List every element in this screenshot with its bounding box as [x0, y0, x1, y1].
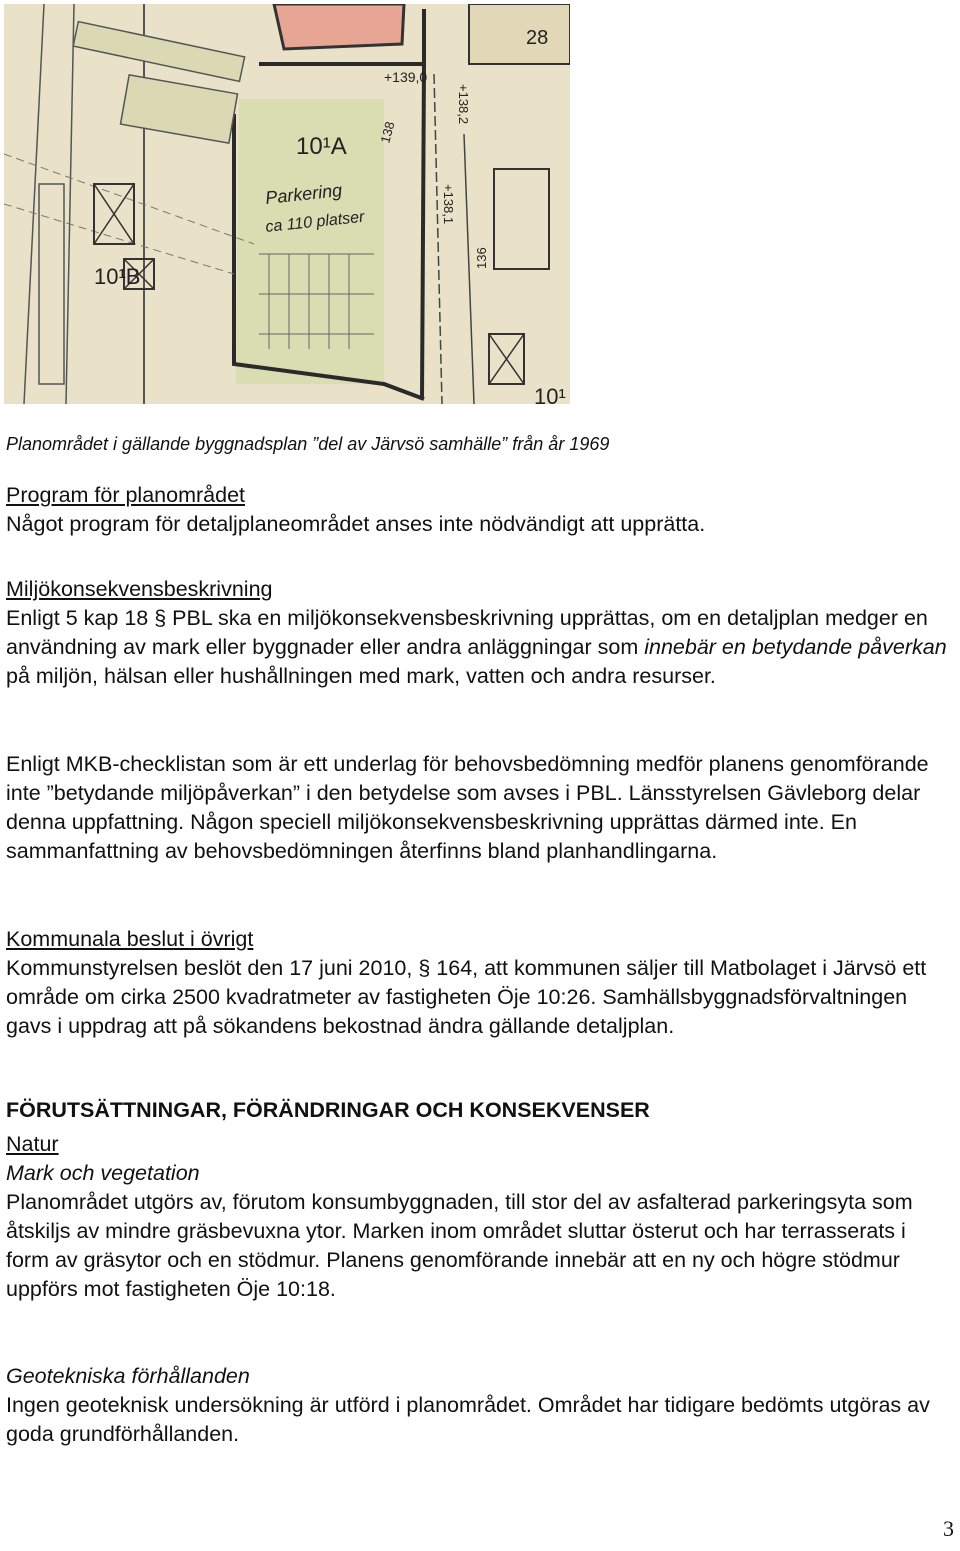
mark-paragraph: Planområdet utgörs av, förutom konsumbyggnaden, till stor del av asfalterad parkeringsyta som åtskiljs av mindre gräsbevuxna ytor. Marken inom området sluttar österut och har terrasserats i form av gräsytor och en stödmur. Planens genomförande innebär att en ny och högre stödmur uppförs mot fastigheten Öje 10:18. [6, 1190, 913, 1301]
mkb-paragraph [6, 604, 954, 691]
map-label-10-1b: 10¹B [94, 264, 141, 289]
map-label-10-1: 10¹ [534, 384, 566, 404]
section-sign-1: § [154, 606, 167, 630]
map-caption: Planområdet i gällande byggnadsplan ”del av Järvsö samhälle” från år 1969 [6, 434, 610, 454]
mkb-italic: innebär en betydande påverkan [644, 635, 947, 659]
plan-map-image [4, 4, 570, 404]
natur-section [6, 1130, 954, 1304]
map-label-elevation-1382: +138,2 [456, 84, 471, 125]
page-number: 3 [943, 1516, 954, 1541]
mkb-checklist-section [6, 750, 954, 866]
geo-paragraph: Ingen geoteknisk undersökning är utförd i planområdet. Området har tidigare bedömts utgöras av goda grundförhållanden. [6, 1393, 930, 1446]
map-label-28: 28 [526, 27, 549, 49]
kommunala-text-a: Kommunstyrelsen beslöt den 17 juni 2010, [6, 956, 419, 980]
map-label-136: 136 [474, 247, 489, 269]
mkb-text-c: på miljön, hälsan eller hushållningen med mark, vatten och andra resurser. [6, 664, 716, 688]
plan-map-drawing [4, 4, 570, 404]
map-label-elevation-1390: +139,0 [384, 69, 428, 85]
mkb-checklist-paragraph: Enligt MKB-checklistan som är ett underlag för behovsbedömning medför planens genomförande inte ”betydande miljöpåverkan” i den betydelse som avses i PBL. Länsstyrelsen Gävleborg delar denna uppfattning. Någon speciell miljökonsekvensbeskrivning upprättas därmed inte. En sammanfattning av behovsbedömningen återfinns bland planhandlingarna. [6, 752, 929, 863]
map-label-10-1a: 10¹A [296, 133, 347, 160]
map-label-parking-count: ca 110 platser [264, 208, 366, 236]
kommunala-paragraph [6, 954, 954, 1041]
geo-section [6, 1362, 954, 1449]
mkb-text-a: Enligt 5 kap 18 [6, 606, 155, 630]
section-sign-2: § [418, 956, 431, 980]
program-heading: Program för planområdet [6, 483, 245, 507]
mkb-section [6, 575, 954, 691]
mkb-heading: Miljökonsekvensbeskrivning [6, 577, 273, 601]
natur-heading: Natur [6, 1132, 59, 1156]
map-label-elevation-1381: +138,1 [441, 184, 456, 225]
kommunala-heading: Kommunala beslut i övrigt [6, 927, 254, 951]
kommunala-text-b: 164, att kommunen säljer till Matbolaget i Järvsö ett område om cirka 2500 kvadratmeter av fastigheten Öje 10:26. Samhällsbyggnadsförvaltningen gavs i uppdrag att på sökandens bekostnad ändra gällande detaljplan. [6, 956, 927, 1038]
map-label-138: 138 [377, 119, 398, 145]
mkb-text-b: PBL ska en miljökonsekvensbeskrivning upprättas, om en detaljplan medger en användning av mark eller byggnader eller andra anläggningar som [6, 606, 928, 659]
program-section [6, 481, 954, 539]
map-label-parking: Parkering [264, 180, 344, 208]
kommunala-section [6, 925, 954, 1041]
main-heading: FÖRUTSÄTTNINGAR, FÖRÄNDRINGAR OCH KONSEKVENSER [6, 1098, 650, 1122]
geo-subheading: Geotekniska förhållanden [6, 1364, 250, 1388]
mark-subheading: Mark och vegetation [6, 1161, 200, 1185]
program-text: Något program för detaljplaneområdet anses inte nödvändigt att upprätta. [6, 512, 706, 536]
